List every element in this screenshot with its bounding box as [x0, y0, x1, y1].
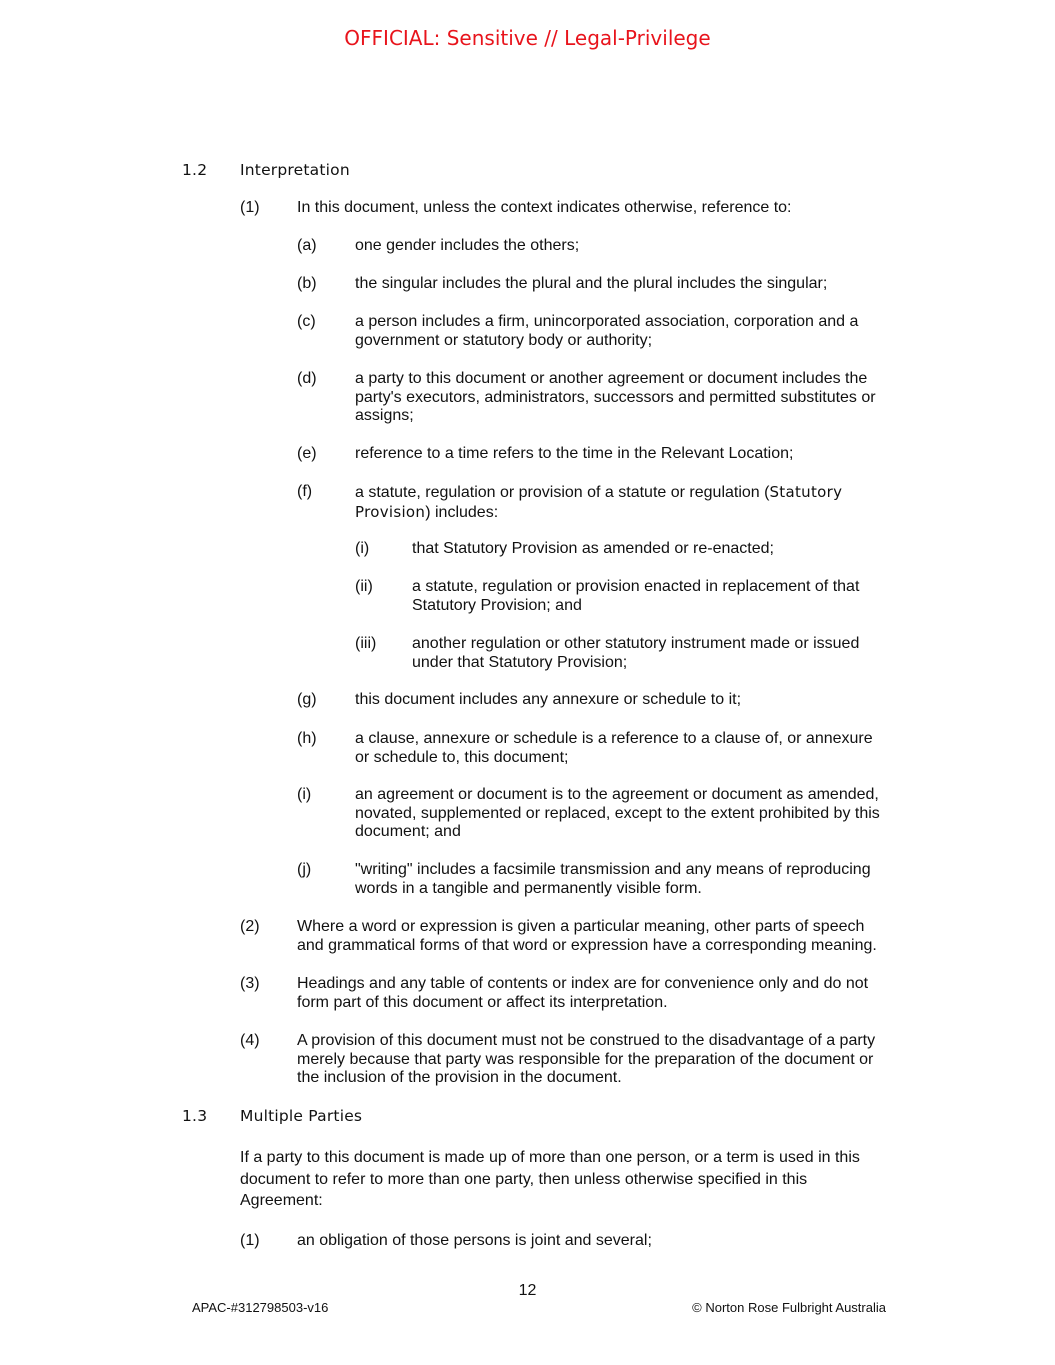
clause-text: A provision of this document must not be construed to the disadvantage of a party merely because that party was responsible for the preparation of the document or the inclusion of the provision in the document. [297, 1032, 876, 1087]
item-number: (d) [297, 370, 317, 387]
item-number: (h) [297, 730, 317, 747]
subitem-text: a statute, regulation or provision enacted in replacement of that Statutory Provision; and [412, 578, 860, 614]
item-text: an agreement or document is to the agreement or document as amended, novated, supplemented or replaced, except to the extent prohibited by this document; and [355, 786, 880, 841]
subitem-number: (i) [355, 540, 370, 557]
item-text: a clause, annexure or schedule is a reference to a clause of, or annexure or schedule to, this document; [355, 730, 873, 766]
subitem-number: (ii) [355, 578, 373, 595]
clause-number: (1) [240, 1232, 260, 1249]
subitem-text: that Statutory Provision as amended or re-enacted; [412, 540, 774, 557]
section-number: 1.3 [182, 1107, 208, 1125]
clause-number: (4) [240, 1032, 260, 1049]
subitem-text: another regulation or other statutory instrument made or issued under that Statutory Provision; [412, 635, 860, 671]
clause-number: (3) [240, 975, 260, 992]
item-text: a person includes a firm, unincorporated association, corporation and a government or statutory body or authority; [355, 313, 859, 349]
item-number: (i) [297, 786, 312, 803]
item-number: (e) [297, 445, 317, 462]
classification-banner: OFFICIAL: Sensitive // Legal-Privilege [344, 26, 711, 50]
item-text-before: a statute, regulation or provision of a statute or regulation ( [355, 484, 770, 501]
item-text [355, 483, 890, 522]
defined-term: Statutory Provision [355, 483, 843, 521]
subitem-number: (iii) [355, 635, 377, 652]
clause-number: (1) [240, 199, 260, 216]
item-text: this document includes any annexure or schedule to it; [355, 691, 742, 708]
section-number: 1.2 [182, 161, 208, 179]
page-number: 12 [518, 1282, 537, 1299]
document-reference: APAC-#312798503-v16 [192, 1300, 329, 1315]
item-text: one gender includes the others; [355, 237, 580, 254]
item-text: "writing" includes a facsimile transmission and any means of reproducing words in a tangible and permanently visible form. [355, 861, 871, 897]
section-title: Interpretation [240, 161, 350, 179]
item-text: the singular includes the plural and the plural includes the singular; [355, 275, 828, 292]
item-text: a party to this document or another agreement or document includes the party's executors, administrators, successors and permitted substitutes or assigns; [355, 370, 876, 425]
item-text-after: ) includes: [425, 503, 499, 521]
clause-text: an obligation of those persons is joint and several; [297, 1232, 652, 1249]
clause-text: Headings and any table of contents or index are for convenience only and do not form part of this document or affect its interpretation. [297, 975, 869, 1011]
section-intro: If a party to this document is made up of more than one person, or a term is used in this document to refer to more than one party, then unless otherwise specified in this Agreement: [240, 1149, 860, 1209]
item-number: (b) [297, 275, 317, 292]
clause-number: (2) [240, 918, 260, 935]
copyright-notice: © Norton Rose Fulbright Australia [692, 1300, 886, 1315]
item-text: reference to a time refers to the time in the Relevant Location; [355, 445, 794, 462]
clause-text: In this document, unless the context indicates otherwise, reference to: [297, 199, 792, 216]
clause-text: Where a word or expression is given a particular meaning, other parts of speech and grammatical forms of that word or expression have a corresponding meaning. [297, 918, 877, 954]
item-number: (j) [297, 861, 312, 878]
item-number: (a) [297, 237, 317, 254]
item-number: (f) [297, 483, 313, 500]
section-title: Multiple Parties [240, 1107, 363, 1125]
item-number: (g) [297, 691, 317, 708]
item-number: (c) [297, 313, 316, 330]
